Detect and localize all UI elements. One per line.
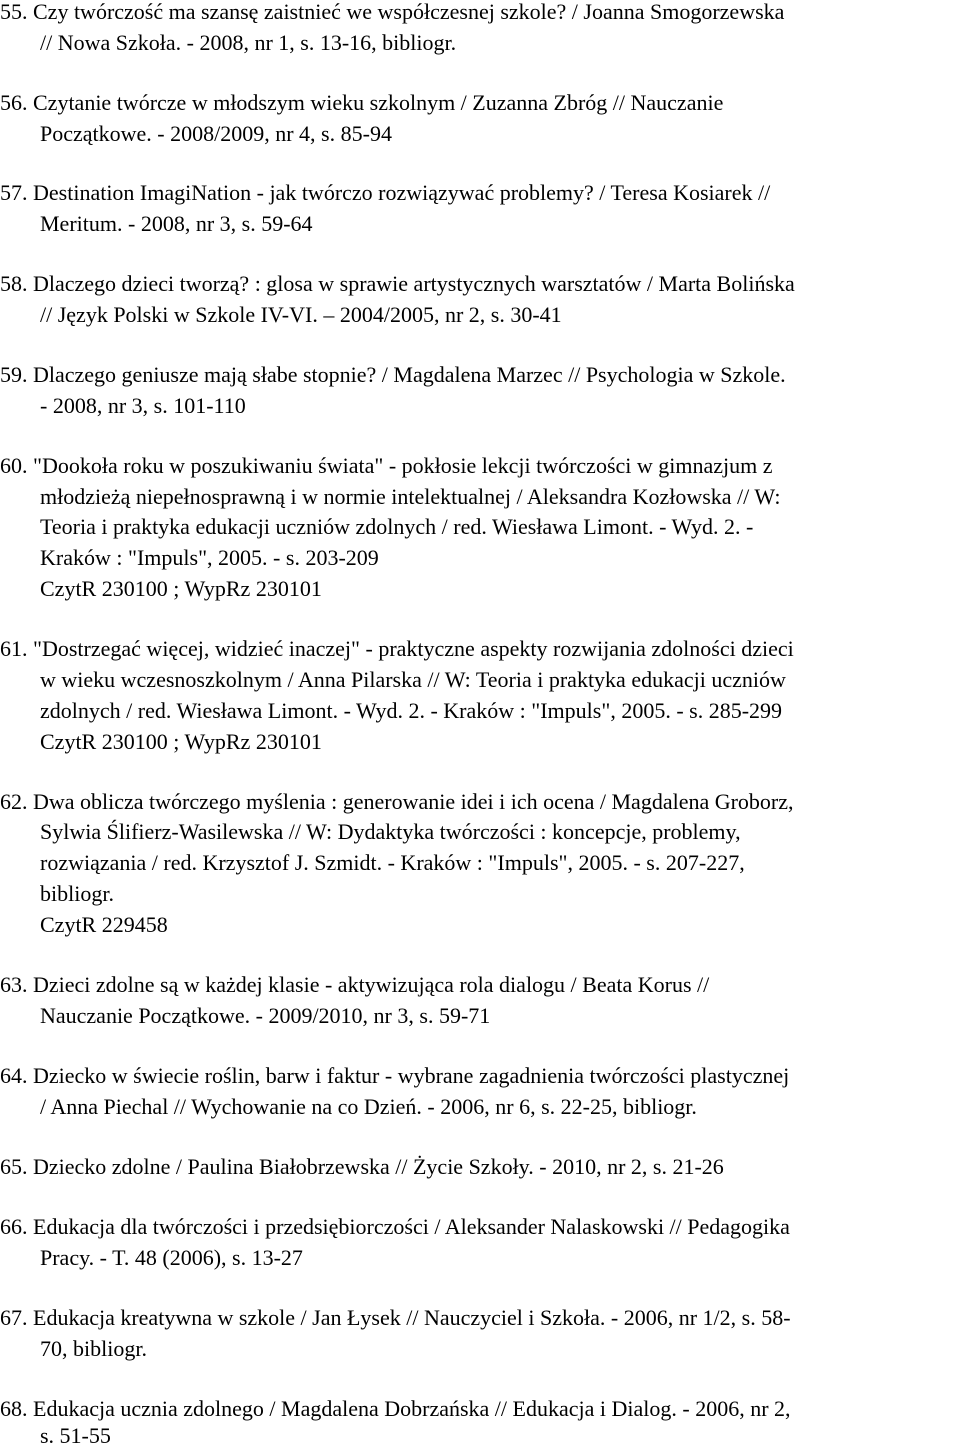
entry-line [0,1303,791,1333]
entry-line: Nauczanie Początkowe. - 2009/2010, nr 3, s. 59-71 [40,1003,491,1028]
entry-line [0,970,709,1000]
entry-line: Sylwia Ślifierz-Wasilewska // W: Dydaktyka twórczości : koncepcje, problemy, [40,819,741,844]
entry-number: 61. [0,636,28,661]
entry-line: zdolnych / red. Wiesława Limont. - Wyd. 2. - Kraków : "Impuls", 2005. - s. 285-299 [40,698,783,723]
entry-number: 67. [0,1305,28,1330]
entry-line: // Język Polski w Szkole IV-VI. – 2004/2005, nr 2, s. 30-41 [40,302,562,327]
entry-line [0,634,794,664]
entry-number: 60. [0,453,28,478]
entry-number: 55. [0,0,28,24]
entry-text: Edukacja dla twórczości i przedsiębiorczości / Aleksander Nalaskowski // Pedagogika [33,1214,790,1239]
entry-text: Dzieci zdolne są w każdej klasie - aktywizująca rola dialogu / Beata Korus // [33,972,710,997]
entry-line: Pracy. - T. 48 (2006), s. 13-27 [40,1245,303,1270]
entry-line [0,0,784,27]
entry-text: Dwa oblicza twórczego myślenia : generowanie idei i ich ocena / Magdalena Groborz, [33,789,794,814]
entry-line [0,1152,724,1182]
entry-line [0,178,770,208]
entry-text: Edukacja kreatywna w szkole / Jan Łysek // Nauczyciel i Szkoła. - 2006, nr 1/2, s. 58- [33,1305,791,1330]
entry-text: Czy twórczość ma szansę zaistnieć we współczesnej szkole? / Joanna Smogorzewska [33,0,785,24]
entry-number: 65. [0,1154,28,1179]
entry-text: Dlaczego geniusze mają słabe stopnie? / Magdalena Marzec // Psychologia w Szkole. [33,362,786,387]
entry-number: 58. [0,271,28,296]
entry-number: 63. [0,972,28,997]
entry-text: "Dostrzegać więcej, widzieć inaczej" - praktyczne aspekty rozwijania zdolności dzieci [33,636,794,661]
entry-line: bibliogr. [40,881,114,906]
entry-text: Destination ImagiNation - jak twórczo rozwiązywać problemy? / Teresa Kosiarek // [33,180,771,205]
entry-number: 57. [0,180,28,205]
entry-line: s. 51-55 [40,1423,111,1448]
call-number: CzytR 229458 [40,912,168,937]
entry-text: Dziecko w świecie roślin, barw i faktur - wybrane zagadnienia twórczości plastycznej [33,1063,790,1088]
entry-line [0,269,795,299]
entry-line: // Nowa Szkoła. - 2008, nr 1, s. 13-16, bibliogr. [40,30,457,55]
entry-text: Dlaczego dzieci tworzą? : glosa w sprawie artystycznych warsztatów / Marta Bolińska [33,271,795,296]
entry-line: Początkowe. - 2008/2009, nr 4, s. 85-94 [40,121,392,146]
call-number: CzytR 230100 ; WypRz 230101 [40,729,322,754]
entry-number: 56. [0,90,28,115]
entry-line [0,451,773,481]
entry-line [0,1061,789,1091]
entry-line: Meritum. - 2008, nr 3, s. 59-64 [40,211,313,236]
entry-line [0,360,786,390]
entry-line: 70, bibliogr. [40,1336,147,1361]
entry-text: Czytanie twórcze w młodszym wieku szkolnym / Zuzanna Zbróg // Nauczanie [33,90,724,115]
entry-line: Kraków : "Impuls", 2005. - s. 203-209 [40,545,379,570]
entry-text: Dziecko zdolne / Paulina Białobrzewska // Życie Szkoły. - 2010, nr 2, s. 21-26 [33,1154,724,1179]
entry-number: 66. [0,1214,28,1239]
entry-number: 64. [0,1063,28,1088]
entry-line [0,1394,791,1424]
entry-line [0,787,794,817]
entry-number: 68. [0,1396,28,1421]
entry-line: / Anna Piechal // Wychowanie na co Dzień. - 2006, nr 6, s. 22-25, bibliogr. [40,1094,697,1119]
entry-line: Teoria i praktyka edukacji uczniów zdolnych / red. Wiesława Limont. - Wyd. 2. - [40,514,754,539]
entry-line: rozwiązania / red. Krzysztof J. Szmidt. - Kraków : "Impuls", 2005. - s. 207-227, [40,850,745,875]
entry-line: w wieku wczesnoszkolnym / Anna Pilarska // W: Teoria i praktyka edukacji uczniów [40,667,786,692]
entry-line: młodzieżą niepełnosprawną i w normie intelektualnej / Aleksandra Kozłowska // W: [40,484,781,509]
entry-line [0,1212,790,1242]
entry-line [0,88,723,118]
entry-number: 59. [0,362,28,387]
call-number: CzytR 230100 ; WypRz 230101 [40,576,322,601]
entry-number: 62. [0,789,28,814]
entry-text: Edukacja ucznia zdolnego / Magdalena Dobrzańska // Edukacja i Dialog. - 2006, nr 2, [33,1396,791,1421]
entry-line: - 2008, nr 3, s. 101-110 [40,393,246,418]
entry-text: "Dookoła roku w poszukiwaniu świata" - pokłosie lekcji twórczości w gimnazjum z [33,453,773,478]
